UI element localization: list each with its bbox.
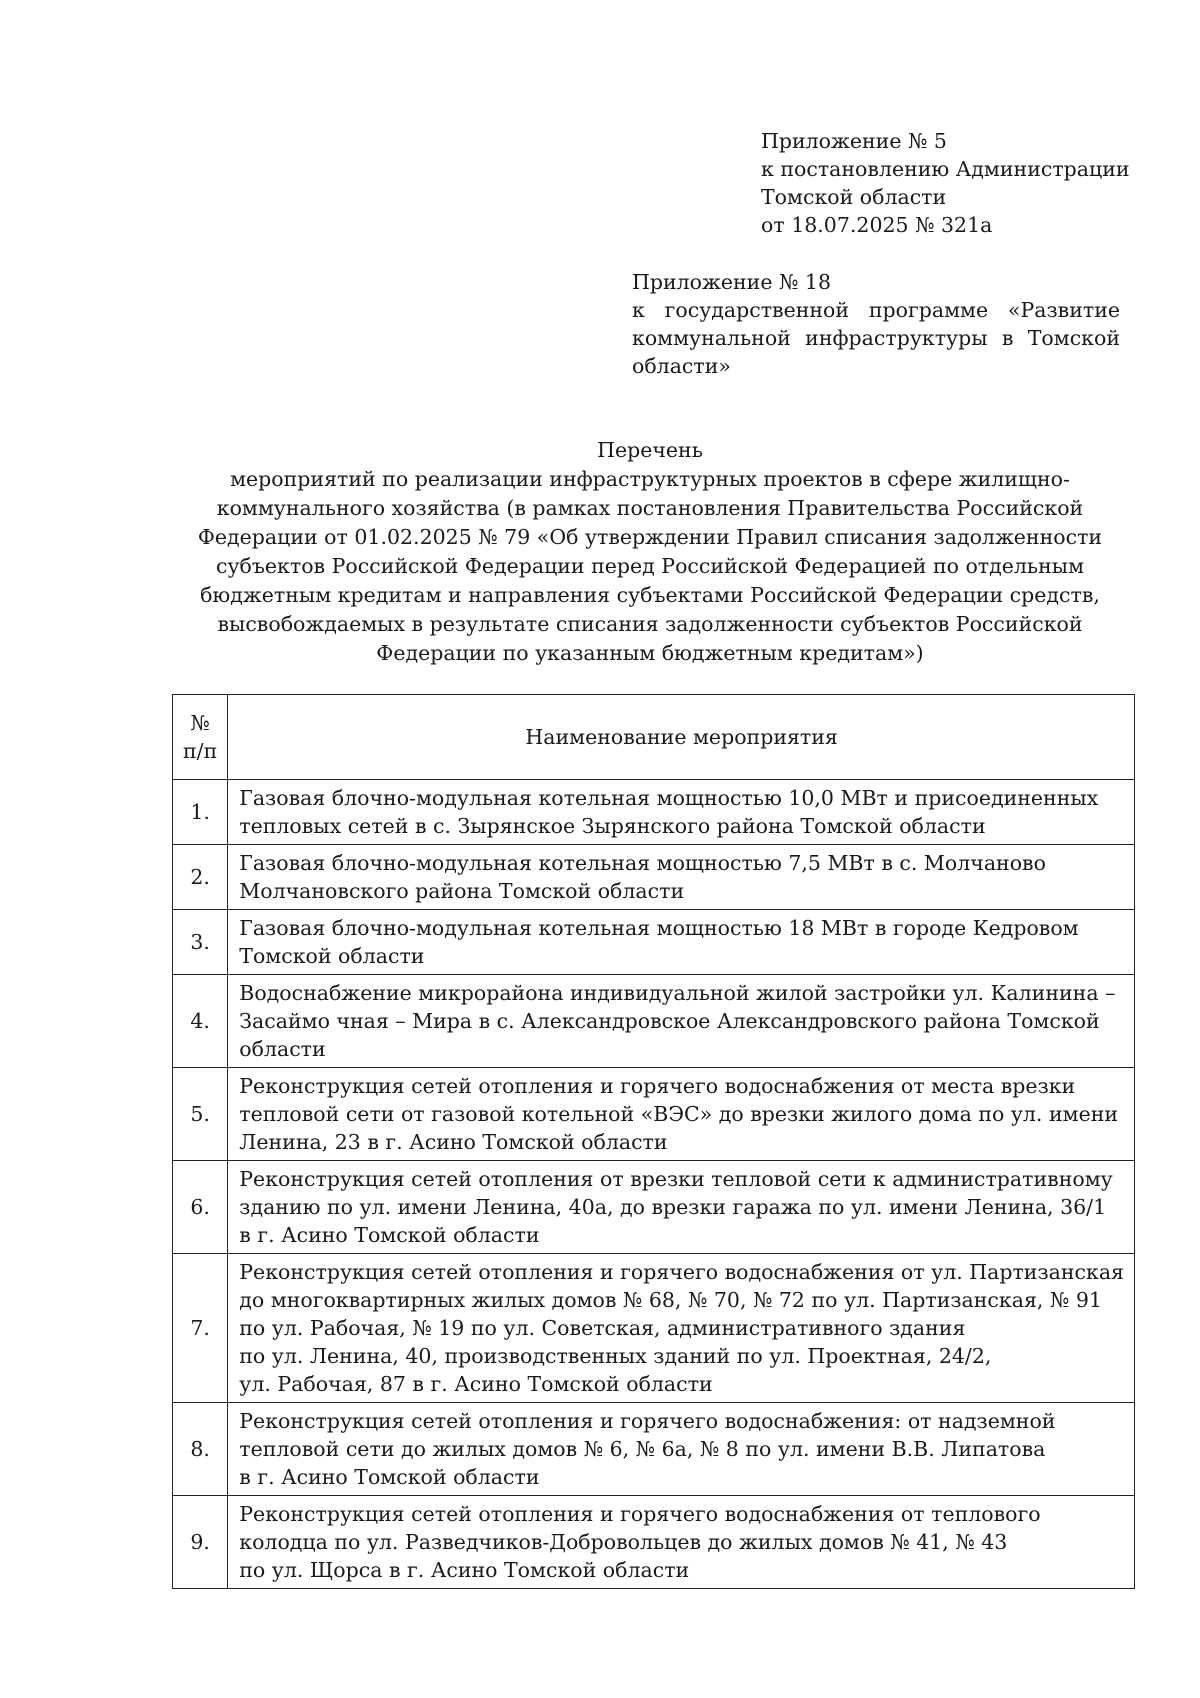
activity-name-line: Газовая блочно-модульная котельная мощностью 18 МВт в городе Кедровом [239, 916, 1079, 940]
row-number: 1. [173, 780, 228, 845]
activity-name-line: тепловой сети от газовой котельной «ВЭС» до врезки жилого дома по ул. имени [239, 1102, 1119, 1126]
activity-name-line: Водоснабжение микрорайона индивидуальной жилой застройки ул. Калинина – [239, 981, 1116, 1005]
activity-name-line: Реконструкция сетей отопления и горячего водоснабжения от места врезки [239, 1074, 1076, 1098]
row-activity-name [228, 1161, 1135, 1254]
activity-name-line: по ул. Щорса в г. Асино Томской области [239, 1558, 690, 1582]
row-activity-name [228, 845, 1135, 910]
annex-5-block [761, 127, 1130, 239]
row-activity-name [228, 1403, 1135, 1496]
activity-name-line: Реконструкция сетей отопления и горячего водоснабжения от теплового [239, 1502, 1041, 1526]
activity-name-line: Газовая блочно-модульная котельная мощностью 7,5 МВт в с. Молчаново [239, 851, 1046, 875]
activity-name-line: тепловых сетей в с. Зырянское Зырянского района Томской области [239, 814, 986, 838]
activity-name-line: по ул. Рабочая, № 19 по ул. Советская, административного здания [239, 1316, 966, 1340]
activity-name-line: в г. Асино Томской области [239, 1465, 540, 1489]
annex-5-line: от 18.07.2025 № 321а [761, 213, 993, 237]
table-row [173, 910, 1135, 975]
row-activity-name [228, 910, 1135, 975]
title-line: коммунального хозяйства (в рамках постановления Правительства Российской [216, 496, 1084, 520]
title-line: Федерации от 01.02.2025 № 79 «Об утверждении Правил списания задолженности [197, 525, 1103, 549]
title-line: высвобождаемых в результате списания задолженности субъектов Российской [217, 612, 1083, 636]
table-row [173, 975, 1135, 1068]
row-activity-name [228, 975, 1135, 1068]
table-row [173, 1403, 1135, 1496]
row-activity-name [228, 1496, 1135, 1589]
row-number: 6. [173, 1161, 228, 1254]
table-row [173, 780, 1135, 845]
activity-name-line: Реконструкция сетей отопления от врезки тепловой сети к административному [239, 1167, 1113, 1191]
annex-18-line: к государственной программе «Развитие [632, 298, 1120, 322]
row-number: 7. [173, 1254, 228, 1403]
activity-name-line: Ленина, 23 в г. Асино Томской области [239, 1130, 668, 1154]
activity-name-line: в г. Асино Томской области [239, 1223, 540, 1247]
header-number-line: № [190, 711, 210, 735]
header-activity-name: Наименование мероприятия [228, 695, 1135, 780]
annex-18-line: коммунальной инфраструктуры в Томской [632, 326, 1120, 350]
activity-name-line: до многоквартирных жилых домов № 68, № 70, № 72 по ул. Партизанская, № 91 [239, 1288, 1102, 1312]
table-row [173, 1254, 1135, 1403]
row-activity-name [228, 780, 1135, 845]
table-row [173, 1496, 1135, 1589]
activity-name-line: Засаймо чная – Мира в с. Александровское Александровского района Томской [239, 1009, 1100, 1033]
row-number: 4. [173, 975, 228, 1068]
annex-18-line: области» [632, 354, 731, 378]
row-number: 9. [173, 1496, 228, 1589]
activities-table [172, 694, 1135, 1589]
activity-name-line: колодца по ул. Разведчиков-Добровольцев до жилых домов № 41, № 43 [239, 1530, 1008, 1554]
title-heading: Перечень [597, 438, 703, 462]
table-row [173, 1068, 1135, 1161]
annex-5-line: Приложение № 5 [761, 129, 947, 153]
annex-5-line: к постановлению Администрации [761, 157, 1130, 181]
title-line: Федерации по указанным бюджетным кредитам») [376, 641, 924, 665]
title-line: субъектов Российской Федерации перед Российской Федерацией по отдельным [215, 554, 1085, 578]
activity-name-line: по ул. Ленина, 40, производственных зданий по ул. Проектная, 24/2, [239, 1344, 992, 1368]
activity-name-line: тепловой сети до жилых домов № 6, № 6а, № 8 по ул. имени В.В. Липатова [239, 1437, 1046, 1461]
row-number: 2. [173, 845, 228, 910]
table-row [173, 1161, 1135, 1254]
row-number: 8. [173, 1403, 228, 1496]
row-activity-name [228, 1068, 1135, 1161]
row-activity-name [228, 1254, 1135, 1403]
activity-name-line: Реконструкция сетей отопления и горячего водоснабжения: от надземной [239, 1409, 1056, 1433]
activity-name-line: Реконструкция сетей отопления и горячего водоснабжения от ул. Партизанская [239, 1260, 1124, 1284]
table-header-row [173, 695, 1135, 780]
activity-name-line: ул. Рабочая, 87 в г. Асино Томской области [239, 1372, 713, 1396]
annex-5-line: Томской области [761, 185, 947, 209]
annex-18-block [632, 268, 1120, 380]
activity-name-line: Газовая блочно-модульная котельная мощностью 10,0 МВт и присоединенных [239, 786, 1099, 810]
table-row [173, 845, 1135, 910]
activity-name-line: Молчановского района Томской области [239, 879, 685, 903]
activity-name-line: области [239, 1037, 326, 1061]
header-number [173, 695, 228, 780]
annex-18-line: Приложение № 18 [632, 270, 831, 294]
title-line: бюджетным кредитам и направления субъектами Российской Федерации средств, [200, 583, 1100, 607]
row-number: 5. [173, 1068, 228, 1161]
activity-name-line: Томской области [239, 944, 425, 968]
row-number: 3. [173, 910, 228, 975]
header-number-line: п/п [183, 739, 218, 763]
document-title [150, 436, 1150, 668]
activity-name-line: зданию по ул. имени Ленина, 40а, до врезки гаража по ул. имени Ленина, 36/1 [239, 1195, 1107, 1219]
title-line: мероприятий по реализации инфраструктурных проектов в сфере жилищно- [230, 467, 1070, 491]
